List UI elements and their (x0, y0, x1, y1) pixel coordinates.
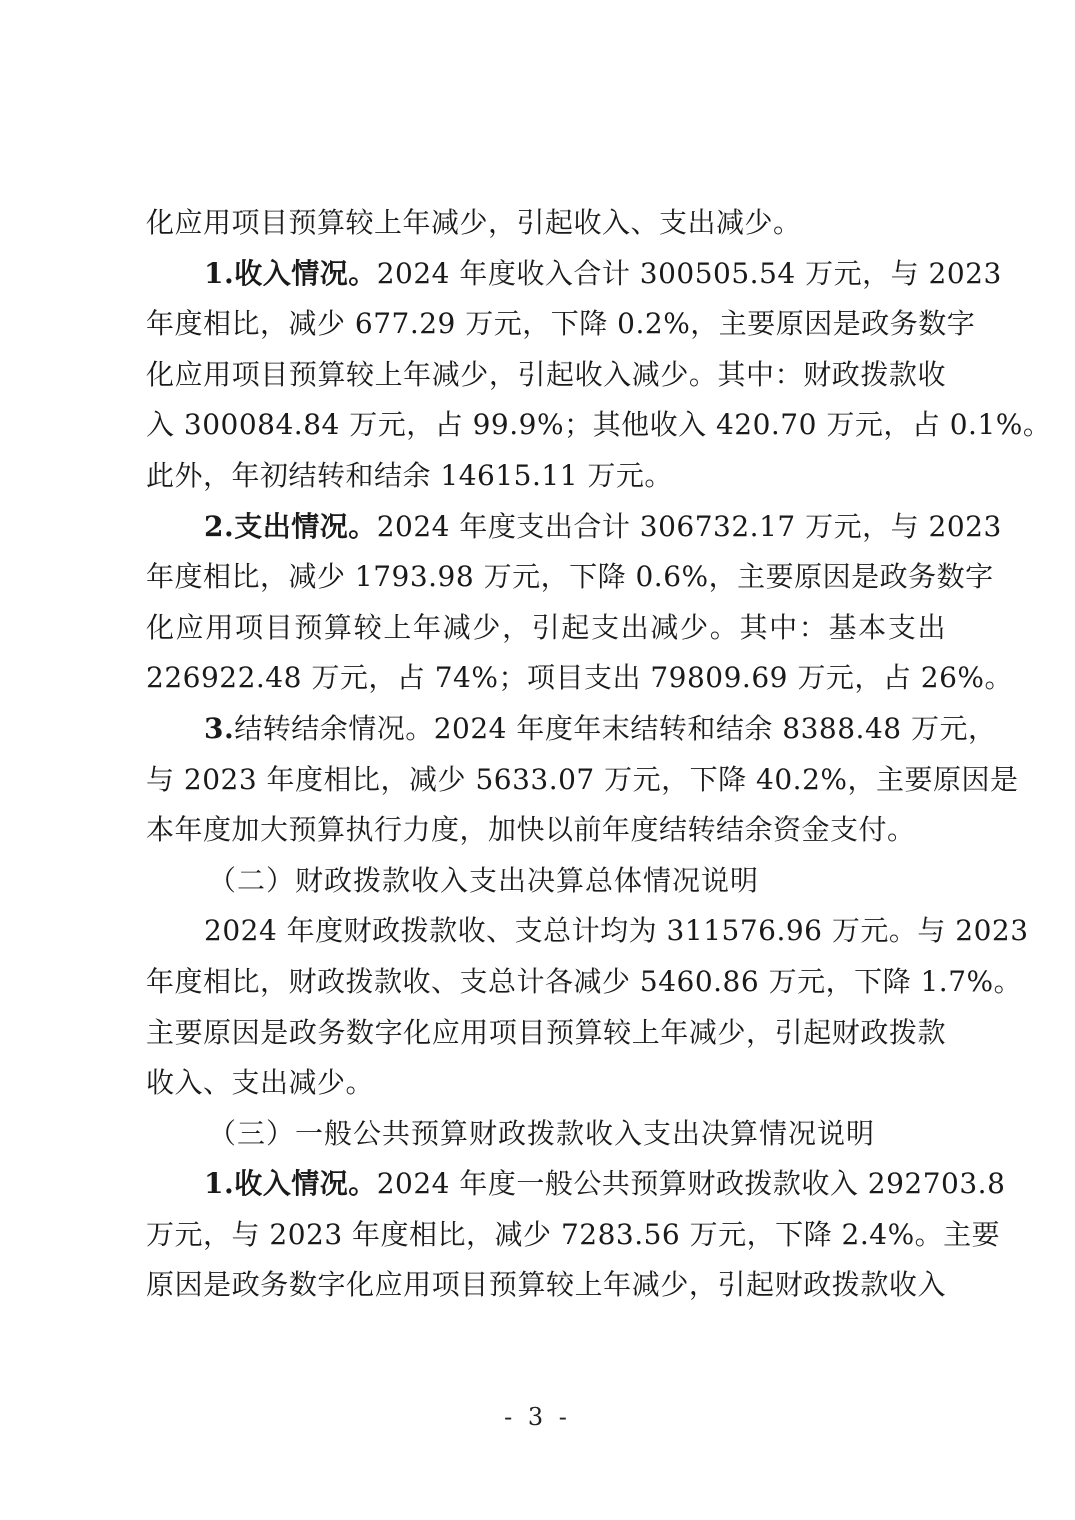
balance-text: 结转结余情况。2024 年度年末结转和结余 8388.48 万元， (234, 711, 997, 745)
paragraph-line: 年度相比，财政拨款收、支总计各减少 5460.86 万元，下降 1.7%。 (146, 964, 1023, 998)
paragraph-line: 主要原因是政务数字化应用项目预算较上年减少，引起财政拨款 (146, 1015, 946, 1049)
section-heading-2 (146, 856, 946, 907)
paragraph-line: 2024 年度财政拨款收、支总计均为 311576.96 万元。与 2023 (204, 914, 1029, 948)
paragraph-line: 入 300084.84 万元，占 99.9%；其他收入 420.70 万元，占 0.1%。 (146, 408, 1052, 442)
paragraph-line: 化应用项目预算较上年减少，引起支出减少。其中：基本支出 (146, 610, 946, 644)
paragraph-line: 化应用项目预算较上年减少，引起收入、支出减少。 (146, 206, 802, 239)
paragraph-line: 本年度加大预算执行力度，加快以前年度结转结余资金支付。 (146, 813, 916, 847)
income-heading-line (146, 249, 1002, 300)
income-text: 2024 年度收入合计 300505.54 万元，与 2023 (376, 256, 1002, 290)
paragraph-line: 原因是政务数字化应用项目预算较上年减少，引起财政拨款收入 (146, 1268, 946, 1302)
income-lead: 1.收入情况。 (204, 256, 377, 290)
section-heading-text: （二）财政拨款收入支出决算总体情况说明 (208, 863, 760, 897)
balance-lead: 3. (204, 711, 235, 745)
paragraph-line: 年度相比，减少 677.29 万元，下降 0.2%，主要原因是政务数字 (146, 307, 976, 341)
paragraph-line: 收入、支出减少。 (146, 1066, 375, 1100)
paragraph-line: 与 2023 年度相比，减少 5633.07 万元，下降 40.2%，主要原因是 (146, 762, 1019, 796)
expense-lead: 2.支出情况。 (204, 509, 377, 543)
expense-heading-line (146, 502, 1002, 553)
general-income-heading-line (146, 1159, 1006, 1210)
section-heading-text: （三）一般公共预算财政拨款收入支出决算情况说明 (208, 1116, 876, 1150)
paragraph-line: 万元，与 2023 年度相比，减少 7283.56 万元，下降 2.4%。主要 (146, 1217, 1001, 1251)
paragraph-line: 年度相比，减少 1793.98 万元，下降 0.6%，主要原因是政务数字 (146, 560, 994, 594)
paragraph-line: 226922.48 万元，占 74%；项目支出 79809.69 万元，占 26%。 (146, 661, 1013, 695)
paragraph-line: 化应用项目预算较上年减少，引起收入减少。其中：财政拨款收 (146, 357, 946, 391)
paragraph-line: 此外，年初结转和结余 14615.11 万元。 (146, 458, 673, 492)
body-text (146, 198, 1052, 1311)
balance-heading-line (146, 704, 997, 755)
general-income-lead: 1.收入情况。 (204, 1167, 377, 1201)
general-income-text: 2024 年度一般公共预算财政拨款收入 292703.8 (376, 1167, 1006, 1201)
expense-text: 2024 年度支出合计 306732.17 万元，与 2023 (376, 509, 1002, 543)
section-heading-3 (146, 1109, 946, 1160)
page-number: - 3 - (504, 1403, 571, 1431)
